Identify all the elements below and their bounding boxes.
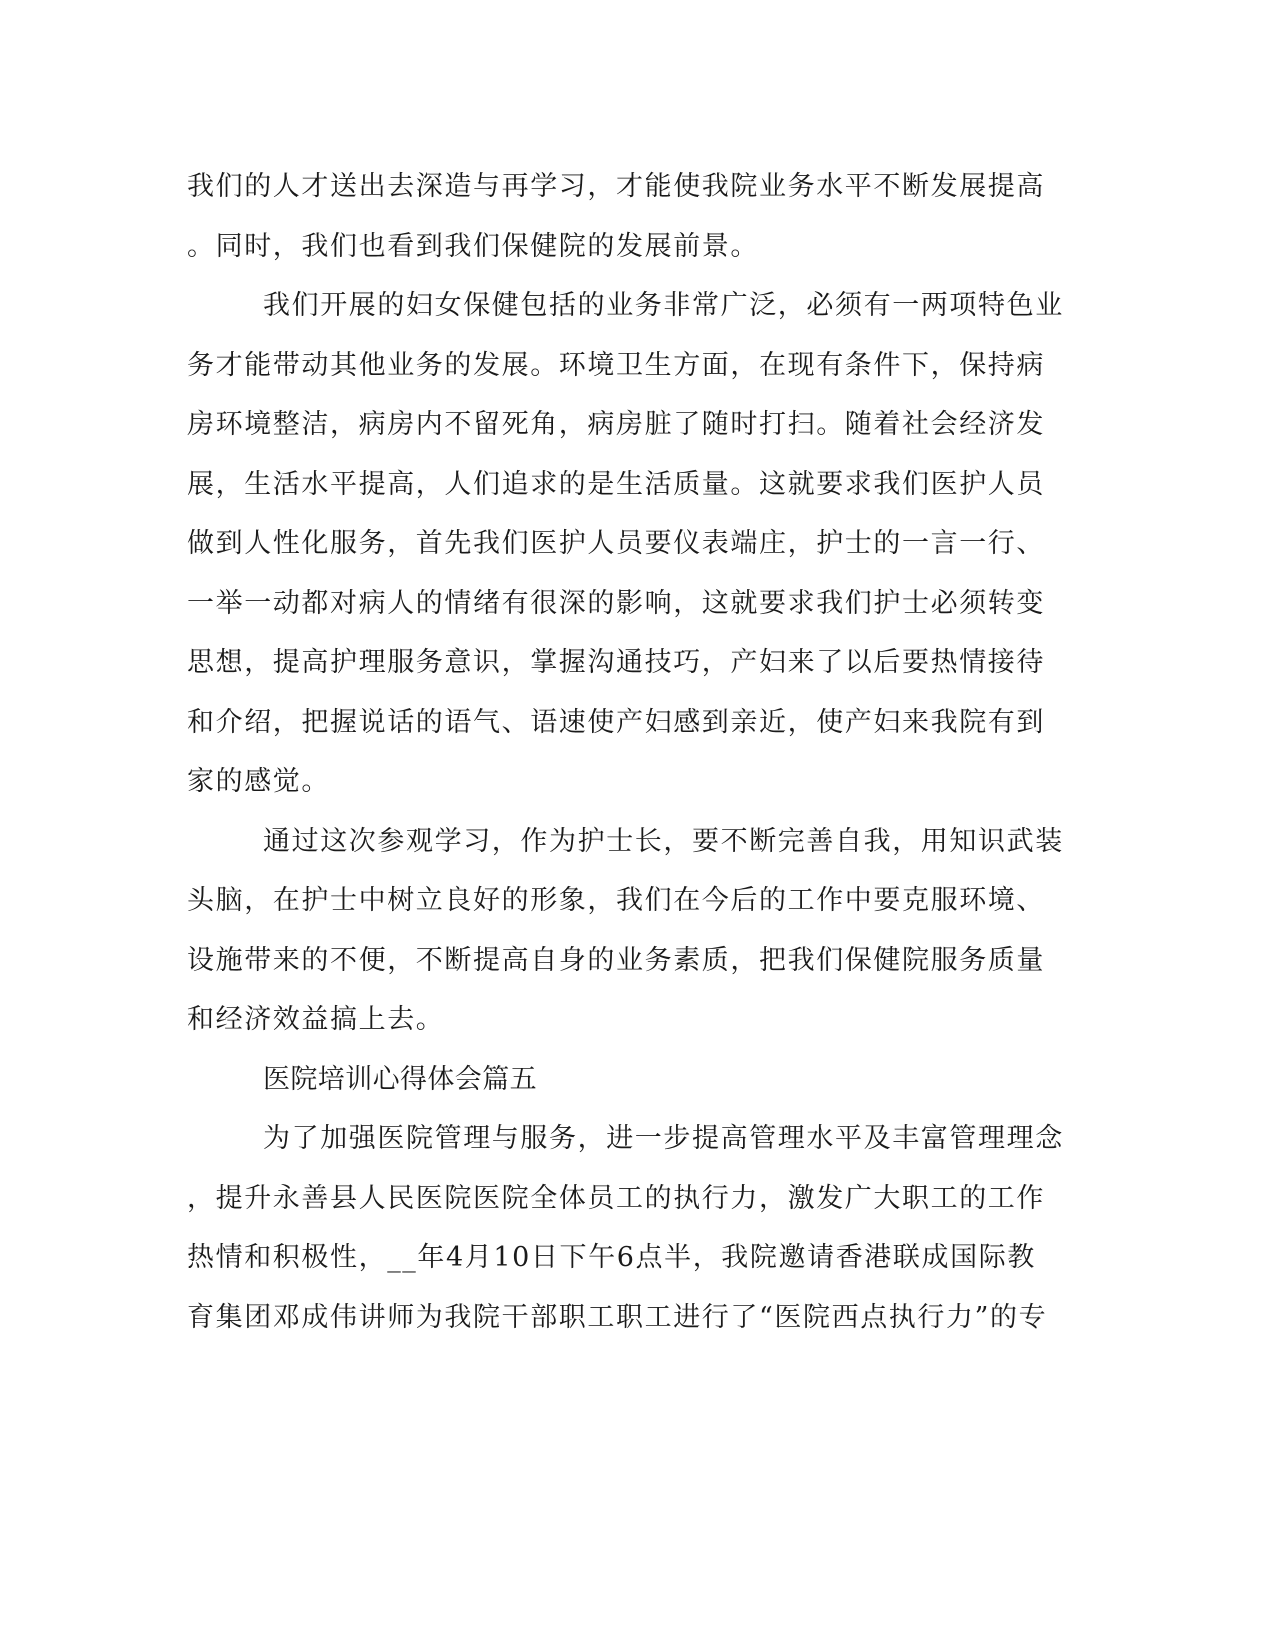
text-line: 一举一动都对病人的情绪有很深的影响，这就要求我们护士必须转变 — [187, 587, 1045, 619]
text-line: 和介绍，把握说话的语气、语速使产妇感到亲近，使产妇来我院有到 — [187, 706, 1045, 738]
text-line: 。同时，我们也看到我们保健院的发展前景。 — [187, 230, 759, 262]
text-line: 我们开展的妇女保健包括的业务非常广泛，必须有一两项特色业 — [263, 290, 1064, 321]
text-line: 和经济效益搞上去。 — [187, 1004, 445, 1035]
body-text — [187, 157, 1067, 1347]
text-line: 通过这次参观学习，作为护士长，要不断完善自我，用知识武装 — [263, 825, 1064, 857]
text-line: 头脑，在护士中树立良好的形象，我们在今后的工作中要克服环境、 — [187, 885, 1045, 916]
text-line: 做到人性化服务，首先我们医护人员要仪表端庄，护士的一言一行、 — [187, 528, 1045, 559]
text-line: 务才能带动其他业务的发展。环境卫生方面，在现有条件下，保持病 — [187, 349, 1045, 381]
text-line: 我们的人才送出去深造与再学习，才能使我院业务水平不断发展提高 — [187, 171, 1045, 202]
text-line: 设施带来的不便，不断提高自身的业务素质，把我们保健院服务质量 — [187, 944, 1045, 976]
text-line: ，提升永善县人民医院医院全体员工的执行力，激发广大职工的工作 — [187, 1182, 1045, 1214]
text-line: 育集团邓成伟讲师为我院干部职工职工进行了“医院西点执行力”的专 — [187, 1301, 1048, 1333]
text-line: 展，生活水平提高，人们追求的是生活质量。这就要求我们医护人员 — [187, 468, 1045, 500]
text-line: 房环境整洁，病房内不留死角，病房脏了随时打扫。随着社会经济发 — [187, 409, 1045, 440]
section-heading: 医院培训心得体会篇五 — [263, 1063, 537, 1095]
text-line: 为了加强医院管理与服务，进一步提高管理水平及丰富管理理念 — [263, 1123, 1064, 1154]
text-line: 热情和积极性，__年4月10日下午6点半，我院邀请香港联成国际教 — [187, 1242, 1036, 1273]
text-line: 家的感觉。 — [187, 766, 330, 797]
text-line: 思想，提高护理服务意识，掌握沟通技巧，产妇来了以后要热情接待 — [187, 647, 1045, 678]
